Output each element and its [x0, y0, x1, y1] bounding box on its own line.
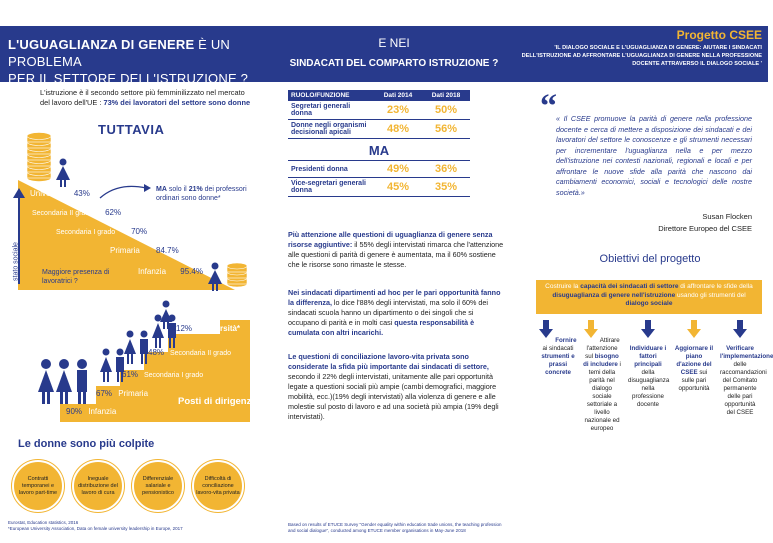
ma-note	[156, 185, 256, 203]
dir-label: Primaria	[118, 389, 149, 398]
para2-bold: Nei sindacati dipartimenti ad hoc per le pari opportunità fanno la differenza,	[288, 288, 501, 307]
objective-1	[538, 320, 578, 377]
circle-conciliazione	[192, 460, 244, 512]
value-2014: 48%	[374, 120, 422, 139]
level-secondaria-i	[56, 227, 147, 237]
level-label: Infanzia	[138, 267, 167, 276]
box-bold-1: capacità dei sindacati di settore	[580, 283, 679, 290]
dir-label: Secondaria I grado	[143, 372, 204, 379]
woman-icon	[56, 158, 70, 188]
header-right	[520, 28, 762, 68]
left-intro	[40, 88, 255, 108]
coin-stack-small-icon	[226, 260, 248, 288]
maggiore-presenza: Maggiore presenza di lavoratrici ?	[42, 269, 110, 285]
role-table	[288, 90, 470, 197]
dir-infanzia	[66, 407, 116, 416]
obj-bold: Verificare l'implementazione	[720, 345, 773, 360]
ma-note-rest: solo il	[166, 186, 189, 193]
dir-universita	[176, 324, 240, 333]
circle-salariale	[132, 460, 184, 512]
dir-secondaria-i	[122, 370, 203, 379]
circle-text: Differenziale salariale e pensionistico	[142, 475, 174, 496]
level-pct: 70%	[131, 227, 148, 236]
quote-author-role: Direttore Europeo del CSEE	[658, 224, 752, 233]
dir-pct: 48%	[148, 348, 165, 357]
objective-5	[720, 320, 773, 417]
obj-bold: Individuare i fattori principali	[629, 345, 667, 368]
dir-label: Secondaria II grado	[169, 350, 232, 357]
left-footnote	[8, 520, 248, 532]
value-2018: 36%	[422, 161, 470, 178]
left-intro-plain: L'istruzione è il secondo settore più femminilizzato nel mercato del lavoro dell'UE :	[40, 88, 245, 107]
ma-separator: MA	[368, 143, 390, 158]
dir-pct: 90%	[66, 407, 83, 416]
down-arrow-icon	[584, 320, 598, 338]
obj-bold: Fornire	[555, 337, 577, 344]
para2-rest: lo dice l'88% degli intervistati, ma solo il 60% dei sindacati scuola hanno un dipartimento o dei singoli che si occupano di parità e in molti casi	[288, 298, 488, 327]
level-primaria	[110, 246, 179, 255]
level-pct: 62%	[105, 208, 122, 217]
colpite-title: Le donne sono più colpite	[18, 438, 155, 450]
obj-text: Attirare l'attenzione sul	[585, 337, 620, 360]
obj-text: ai sindacati	[542, 345, 574, 352]
para1-bold: Più attenzione alle questioni di uguaglianza di genere senza risorse aggiuntive:	[288, 230, 493, 249]
dir-pct: 61%	[122, 370, 139, 379]
objective-3	[628, 320, 668, 409]
obj-bold: Aggiornare il piano d'azione del CSEE	[674, 345, 714, 376]
level-universita	[30, 189, 90, 198]
col-header-2014: Dati 2014	[374, 90, 422, 101]
box-plain-1: Costruire la	[545, 283, 581, 290]
ma-note-pct: 21%	[188, 186, 203, 193]
ma-note-bold: MA	[156, 186, 167, 193]
coin-stack-icon	[26, 128, 52, 183]
circle-text: Difficoltà di conciliazione lavoro-vita privata	[196, 475, 240, 496]
value-2018: 35%	[422, 178, 470, 197]
down-arrow-icon	[539, 320, 553, 338]
table-row	[288, 101, 470, 120]
para3-bold: Le questioni di conciliazione lavoro-vita privata sono considerate la sfida più importante dai sindacati di settore,	[288, 352, 489, 371]
level-label: Primaria	[110, 246, 140, 255]
level-label: Secondaria II grado	[32, 210, 94, 217]
table-row	[288, 178, 470, 197]
dir-primaria	[96, 389, 148, 398]
circle-contratti	[12, 460, 64, 512]
circle-text: Ineguale distribuzione del lavoro di cura	[78, 475, 118, 496]
middle-para-2	[288, 288, 506, 338]
down-arrow-icon	[641, 320, 655, 338]
level-pct: 84.7%	[156, 246, 179, 255]
header-left-title-rest: È UN PROBLEMA	[8, 37, 230, 69]
obj-rest: i temi della parità nel dialogo sociale settoriale a livello nazionale ed europeo	[584, 361, 621, 432]
role-cell: Donne negli organismi decisionali apicali	[288, 120, 374, 139]
role-cell: Segretari generali donna	[288, 101, 374, 120]
obj-text: della disuguaglianza nella professione docente	[628, 369, 670, 408]
footnote-2: *European University Association, Data on female university leadership in Europe, 2017	[8, 526, 183, 531]
quote-mark-icon: “	[540, 88, 557, 125]
ma-note-end: dei professori ordinari sono donne*	[156, 186, 247, 202]
level-pct: 43%	[73, 189, 90, 198]
box-plain-3: usando gli strumenti del	[675, 291, 746, 299]
dir-secondaria-ii	[148, 348, 231, 357]
down-arrow-icon	[733, 320, 747, 338]
table-row	[288, 120, 470, 139]
level-infanzia	[138, 267, 203, 276]
footnote-1: Eurostat, Education statistics, 2016	[8, 520, 79, 525]
box-bold-3: dialogo sociale	[625, 300, 673, 307]
middle-para-1	[288, 230, 506, 270]
quote-author: Susan Flocken	[702, 212, 752, 221]
dir-label: Infanzia	[88, 407, 117, 416]
header-left-title-line2: PER IL SETTORE DELL'ISTRUZIONE ?	[8, 71, 249, 86]
value-2014: 49%	[374, 161, 422, 178]
middle-para-3	[288, 352, 506, 422]
col-header-2018: Dati 2018	[422, 90, 470, 101]
stato-sociale-label: stato sociale	[12, 242, 20, 281]
obj-text: sui sulle pari opportunità	[678, 369, 710, 392]
obj-bold2: strumenti e prassi concrete	[541, 353, 575, 376]
dir-pct: 67%	[96, 389, 113, 398]
box-plain-2: di affrontare le sfide della	[678, 283, 753, 290]
value-2018: 56%	[422, 120, 470, 139]
level-label: Secondaria I grado	[56, 229, 116, 236]
woman-icon	[160, 300, 172, 330]
tuttavia-label: TUTTAVIA	[98, 122, 165, 137]
circle-text: Contratti temporanei e lavoro part-time	[18, 475, 58, 496]
table-row	[288, 161, 470, 178]
header-mid-line1: E NEI	[378, 36, 410, 50]
level-pct: 95.4%	[180, 267, 203, 276]
obj-bold2: bisogno di includere	[583, 353, 619, 368]
para3-rest: secondo il 22% degli intervistati, unitamente alle pari opportunità legate a questioni sociali più ampie (cambi demografici, maggiore mobilità, ecc.)(19% degli intervistati) alla violenza di genere e alle molestie sul posto di lavoro e ad una società più ampia (19% degli intervistati).	[288, 372, 499, 421]
value-2014: 23%	[374, 101, 422, 120]
header-mid-line2: SINDACATI DEL COMPARTO ISTRUZIONE ?	[289, 58, 499, 69]
people-icon	[38, 358, 98, 406]
value-2014: 45%	[374, 178, 422, 197]
pointer-arrow-icon	[98, 180, 152, 200]
posti-dirigenza-label: Posti di dirigenza	[178, 396, 257, 407]
objective-2	[582, 320, 622, 433]
obj-text: delle raccomandazioni del Comitato permanente delle pari opportunità del CSEE	[720, 361, 767, 416]
para1-rest: il 55% degli intervistati rimarca che l'attenzione alle questioni di parità di genere è aumentata, ma il 60% sostiene che le risorse sono rimaste le stesse.	[288, 240, 504, 269]
value-2018: 50%	[422, 101, 470, 120]
objectives-title: Obiettivi del progetto	[599, 253, 701, 265]
header-left-title	[8, 36, 268, 87]
objectives-box	[536, 280, 762, 314]
quote-text: « Il CSEE promuove la parità di genere nella professione docente e cerca di mettere a disposizione dei sindacati e dei lavoratori del settore le conoscenze e gli strumenti necessari per incrementare l'uguaglianza nella e per mezzo dell'istruzione nei contesti nazionali, regionali e locali e per affrontare le nuove sfide alla parità che nascono dai cambiamenti economici, sociali e tecnologici delle nostre società.»	[556, 114, 752, 197]
dir-label: Università*	[198, 324, 241, 333]
col-header-role: RUOLO/FUNZIONE	[288, 90, 374, 101]
objective-4	[674, 320, 714, 393]
level-label: Università	[30, 189, 66, 198]
project-title: Progetto CSEE	[676, 28, 762, 42]
role-cell: Vice-segretari generali donna	[288, 178, 374, 197]
left-intro-bold: 73% dei lavoratori del settore sono donne	[103, 98, 251, 107]
project-subtitle: 'IL DIALOGO SOCIALE E L'UGUAGLIANZA DI GENERE: AIUTARE I SINDACATI DELL'ISTRUZIONE AD AFFRONTARE L'UGUAGLIANZA DI GENERE NELLA PROFESSIONE DOCENTE ATTRAVERSO IL DIALOGO SOCIALE '	[521, 45, 762, 67]
dir-pct: 12%	[176, 324, 193, 333]
header-mid-title	[284, 36, 504, 69]
role-cell: Presidenti donna	[288, 161, 374, 178]
level-secondaria-ii	[32, 208, 121, 218]
box-bold-2: disuguaglianza di genere nell'istruzione	[552, 291, 676, 299]
para2-bold2: questa responsabilità è cumulata con altri incarichi.	[288, 318, 475, 337]
down-arrow-icon	[687, 320, 701, 338]
middle-footnote: Based on results of ETUCE Survey "Gender equality within education trade unions, the teaching profession and social dialogue", conducted among ETUCE member organisations in May-June 2018	[288, 522, 502, 533]
header-left-title-bold: L'UGUAGLIANZA DI GENERE	[8, 37, 195, 52]
woman-icon	[208, 262, 222, 292]
circle-cura	[72, 460, 124, 512]
